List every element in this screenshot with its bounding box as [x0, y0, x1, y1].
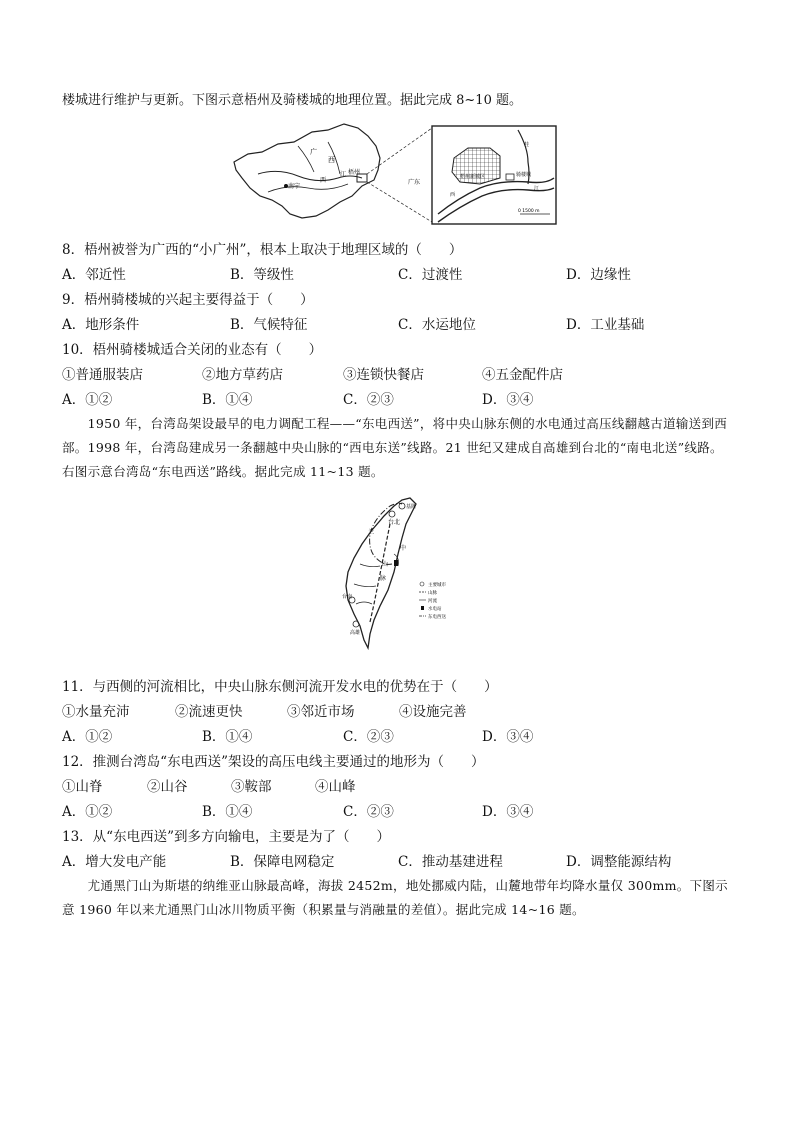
- q11-item-2: ②流速更快: [175, 704, 243, 720]
- q12-item-3: ③鞍部: [231, 779, 272, 795]
- label-keelung: 基隆: [406, 504, 417, 510]
- q10-stem: 10．梧州骑楼城适合关闭的业态有（ ）: [62, 342, 323, 358]
- q12-stem: 12．推测台湾岛“东电西送”架设的高压电线主要通过的地形为（ ）: [62, 754, 485, 770]
- q11-item-3: ③邻近市场: [287, 704, 355, 720]
- wuzhou-map-svg: [228, 118, 564, 230]
- q13-option-d[interactable]: D．调整能源结构: [566, 854, 672, 870]
- taiwan-map-svg: [340, 494, 470, 656]
- label-zhong: 中: [400, 545, 407, 552]
- q11-stem: 11．与西侧的河流相比，中央山脉东侧河流开发水电的优势在于（ ）: [62, 679, 498, 695]
- q9-option-a[interactable]: A．地形条件: [62, 317, 140, 333]
- river-c: [356, 602, 372, 604]
- label-tainan: 台南: [342, 594, 353, 600]
- kaohsiung-dot: [353, 621, 359, 627]
- q9-option-c[interactable]: C．水运地位: [398, 317, 476, 333]
- river-b: [354, 584, 376, 587]
- wuzhou-location-map: [228, 118, 564, 230]
- q8-stem: 8．梧州被誉为广西的“小广州”，根本上取决于地理区域的（ ）: [62, 242, 463, 258]
- q8-option-b[interactable]: B．等级性: [230, 267, 294, 283]
- q13-option-b[interactable]: B．保障电网稳定: [230, 854, 335, 870]
- label-taipei: 台北: [388, 519, 401, 526]
- legend-hydro-icon: [421, 606, 424, 610]
- scale-label: 0 1500 m: [518, 209, 540, 214]
- q11-item-4: ④设施完善: [399, 704, 467, 720]
- q13-stem: 13．从“东电西送”到多方向输电，主要是为了（ ）: [62, 829, 390, 845]
- q12-item-2: ②山谷: [147, 779, 188, 795]
- passage-taiwan-power: 1950 年，台湾岛架设最早的电力调配工程——“东电西送”，将中央山脉东侧的水电通过高压线翻越古道输送到西部。1998 年，台湾岛建成另一条翻越中央山脉的“西电东送”线路。21 世纪又建成自高雄到台北的“南电北送”线路。右图示意台湾岛“东电西送”路线。据此完成 11~13 题。: [62, 416, 728, 479]
- label-guang: 广: [310, 148, 317, 156]
- q11-option-a[interactable]: A．①②: [62, 729, 113, 745]
- q9-option-d[interactable]: D．工业基础: [566, 317, 645, 333]
- q10-item-1: ①普通服装店: [62, 367, 143, 383]
- legend-city-icon: [420, 582, 424, 586]
- q10-item-3: ③连锁快餐店: [343, 367, 424, 383]
- qilou-marker: [506, 174, 514, 180]
- passage-glacier: 尤通黑门山为斯堪的纳维亚山脉最高峰，海拔 2452m，地处挪威内陆，山麓地带年均降水量仅 300mm。下图示意 1960 年以来尤通黑门山冰川物质平衡（积累量与消融量的差值）。据此完成 14~16 题。: [62, 878, 728, 917]
- legend-river: 河流: [428, 599, 437, 604]
- label-xi: 西: [328, 156, 335, 164]
- label-lan: 兰: [368, 529, 375, 536]
- river-line-2: [268, 184, 348, 192]
- q10-option-d[interactable]: D．③④: [482, 392, 534, 408]
- q11-option-d[interactable]: D．③④: [482, 729, 534, 745]
- legend-line: 东电西送: [428, 615, 446, 620]
- hydro-station: [394, 560, 398, 566]
- label-inset-xinqu: 梧州新城区: [460, 174, 486, 180]
- q10-option-c[interactable]: C．②③: [343, 392, 394, 408]
- q10-option-a[interactable]: A．①②: [62, 392, 113, 408]
- river-a: [360, 564, 380, 567]
- q12-option-d[interactable]: D．③④: [482, 804, 534, 820]
- q12-option-a[interactable]: A．①②: [62, 804, 113, 820]
- label-wuzhou: 梧州: [348, 169, 361, 176]
- label-inset-qilou: 骑楼城: [516, 172, 532, 178]
- label-inset-gui: 桂: [524, 142, 530, 148]
- river-line: [258, 171, 362, 180]
- q8-option-d[interactable]: D．边缘性: [566, 267, 631, 283]
- q12-option-c[interactable]: C．②③: [343, 804, 394, 820]
- label-inset-jiang: 江: [534, 186, 540, 192]
- label-shan: 山: [382, 561, 389, 568]
- q13-option-c[interactable]: C．推动基建进程: [398, 854, 503, 870]
- intro-line: 楼城进行维护与更新。下图示意梧州及骑楼城的地理位置。据此完成 8~10 题。: [62, 93, 522, 108]
- taipei-dot: [389, 511, 395, 517]
- legend-city: 主要城市: [428, 583, 446, 588]
- q8-option-a[interactable]: A．邻近性: [62, 267, 126, 283]
- q10-item-2: ②地方草药店: [202, 367, 283, 383]
- q11-option-c[interactable]: C．②③: [343, 729, 394, 745]
- q9-option-b[interactable]: B．气候特征: [230, 317, 308, 333]
- q11-option-b[interactable]: B．①④: [202, 729, 253, 745]
- q13-option-a[interactable]: A．增大发电产能: [62, 854, 167, 870]
- q11-item-1: ①水量充沛: [62, 704, 130, 720]
- q9-stem: 9．梧州骑楼城的兴起主要得益于（ ）: [62, 292, 314, 308]
- q12-item-1: ①山脊: [62, 779, 103, 795]
- label-inset-xi: 西: [450, 192, 456, 198]
- label-guangdong: 广东: [408, 179, 421, 186]
- q12-option-b[interactable]: B．①④: [202, 804, 253, 820]
- q10-option-b[interactable]: B．①④: [202, 392, 253, 408]
- q8-option-c[interactable]: C．过渡性: [398, 267, 463, 283]
- label-kaohsiung: 高雄: [350, 630, 361, 636]
- label-jiang: 江: [340, 171, 347, 178]
- q10-item-4: ④五金配件店: [482, 367, 563, 383]
- label-nanning: 南宁: [288, 183, 301, 190]
- label-xi-river: 西: [320, 177, 327, 184]
- legend-hydro: 水电站: [428, 607, 442, 612]
- q12-item-4: ④山峰: [315, 779, 356, 795]
- taiwan-outline: [346, 498, 416, 648]
- zoom-line-bottom: [367, 182, 432, 222]
- zoom-line-top: [367, 128, 432, 174]
- label-mai: 脉: [380, 575, 387, 582]
- legend-mountain: 山脉: [428, 591, 437, 596]
- taiwan-power-map: [340, 494, 470, 656]
